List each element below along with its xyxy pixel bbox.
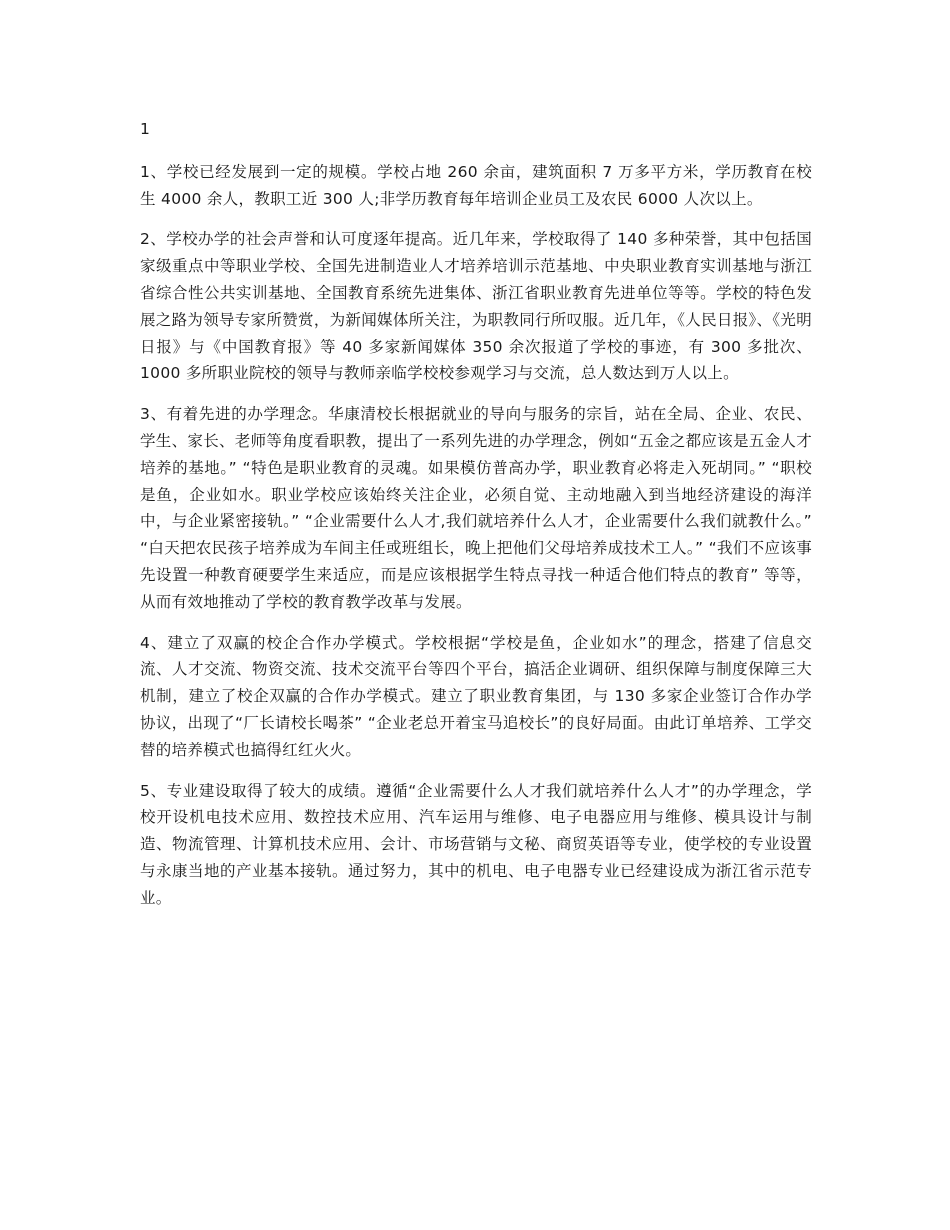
paragraph-2: 2、学校办学的社会声誉和认可度逐年提高。近几年来，学校取得了 140 多种荣誉，其中包括国家级重点中等职业学校、全国先进制造业人才培养培训示范基地、中央职业教育实训基地与浙江省综合性公共实训基地、全国教育系统先进集体、浙江省职业教育先进单位等等。学校的特色发展之路为领导专家所赞赏，为新闻媒体所关注，为职教同行所叹服。近几年，《人民日报》、《光明日报》与《中国教育报》等 40 多家新闻媒体 350 余次报道了学校的事迹，有 300 多批次、1000 多所职业院校的领导与教师亲临学校校参观学习与交流，总人数达到万人以上。: [140, 230, 812, 383]
paragraph-4: 4、建立了双赢的校企合作办学模式。学校根据“学校是鱼，企业如水”的理念，搭建了信息交流、人才交流、物资交流、技术交流平台等四个平台，搞活企业调研、组织保障与制度保障三大机制，建立了校企双赢的合作办学模式。建立了职业教育集团，与 130 多家企业签订合作办学协议，出现了“厂长请校长喝茶” “企业老总开着宝马追校长”的良好局面。由此订单培养、工学交替的培养模式也搞得红红火火。: [140, 633, 812, 759]
document-body: [140, 116, 812, 926]
page-number: 1: [140, 120, 151, 138]
paragraph-3: 3、有着先进的办学理念。华康清校长根据就业的导向与服务的宗旨，站在全局、企业、农民、学生、家长、老师等角度看职教，提出了一系列先进的办学理念，例如“五金之都应该是五金人才培养的基地。” “特色是职业教育的灵魂。如果模仿普高办学，职业教育必将走入死胡同。” “职校是鱼，企业如水。职业学校应该始终关注企业，必须自觉、主动地融入到当地经济建设的海洋中，与企业紧密接轨。” “企业需要什么人才,我们就培养什么人才，企业需要什么我们就教什么。” “白天把农民孩子培养成为车间主任或班组长，晚上把他们父母培养成技术工人。” “我们不应该事先设置一种教育硬要学生来适应，而是应该根据学生特点寻找一种适合他们特点的教育” 等等，从而有效地推动了学校的教育教学改革与发展。: [140, 405, 812, 611]
paragraph-5: 5、专业建设取得了较大的成绩。遵循“企业需要什么人才我们就培养什么人才”的办学理念，学校开设机电技术应用、数控技术应用、汽车运用与维修、电子电器应用与维修、模具设计与制造、物流管理、计算机技术应用、会计、市场营销与文秘、商贸英语等专业，使学校的专业设置与永康当地的产业基本接轨。通过努力，其中的机电、电子电器专业已经建设成为浙江省示范专业。: [140, 781, 812, 907]
paragraph-1: 1、学校已经发展到一定的规模。学校占地 260 余亩，建筑面积 7 万多平方米，学历教育在校生 4000 余人，教职工近 300 人;非学历教育每年培训企业员工及农民 6000 人次以上。: [140, 162, 812, 208]
